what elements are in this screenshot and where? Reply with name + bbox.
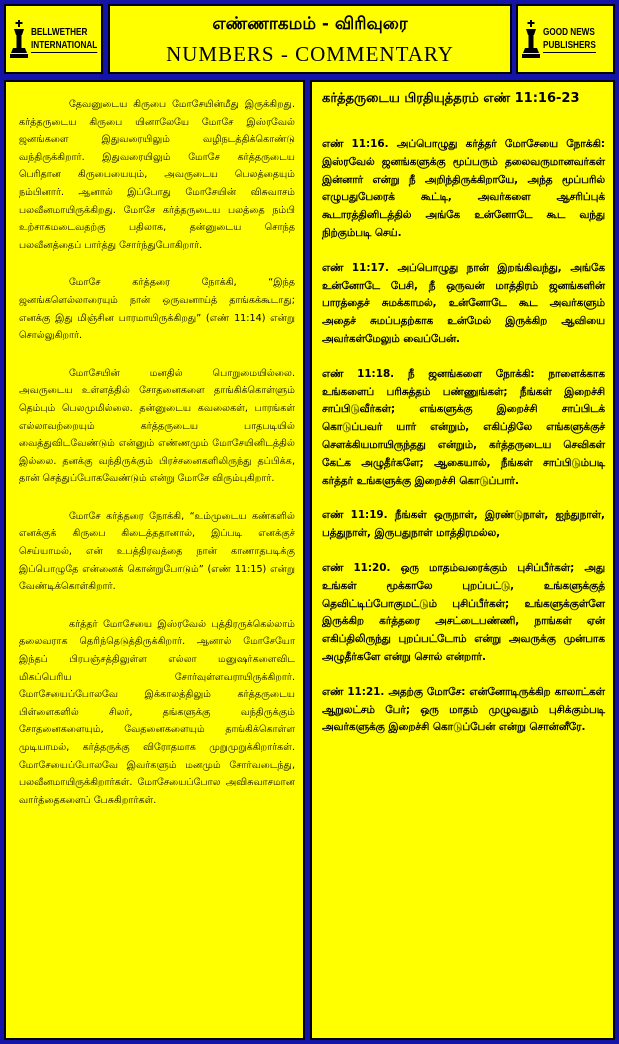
scripture-verse: எண் 11:18. நீ ஜனங்களை நோக்கி: நாளைக்காக உங்களைப் பரிசுத்தம் பண்ணுங்கள்; நீங்கள் இறைச்சி சாப்பிடுவீர்கள்; எங்களுக்கு இறைச்சி சாப்பிடக் கொடுப்பவர் யார் என்றும், எகிப்திலே எங்களுக்குச் சௌக்கியமாயிருந்தது என்றும், கர்த்தருடைய செவிகள் கேட்க அழுதீர்களே; ஆகையால், நீங்கள் சாப்பிடும்படி கர்த்தர் உங்களுக்கு இறைச்சி கொடுப்பார். [322, 367, 605, 487]
scripture-verse: எண் 11:21. அதற்கு மோசே: என்னோடிருக்கிற காலாட்கள் ஆறுலட்சம் பேர்; ஒரு மாதம் முழுவதும் புசிக்கும்படி அவர்களுக்கு இறைச்சி கொடுப்பேன் என்று சொன்னீரே. [322, 685, 605, 734]
commentary-paragraph: மோசேயின் மனதில் பொறுமையில்லை. அவருடைய உள்ளத்தில் சோதனைகளை தாங்கிக்கொள்ளும் தெம்பும் பெலமுமில்லை. தன்னுடைய கவலைகள், பாரங்கள் எல்லாவற்றையும் கர்த்தருடைய பாதபடியில் வைத்துவிடவேண்டும் என்னும் எண்ணமும் மோசேயினிடத்தில் இல்லை. தனக்கு வந்திருக்கும் பிரச்சனைகளிலிருந்து தப்பிக்க, தான் செத்துப்போகவேண்டும் என்று மோசே விரும்புகிறார். [19, 367, 295, 485]
section-heading: கர்த்தருடைய பிரதியுத்தரம் எண் 11:16-23 [322, 91, 580, 106]
page-title-english: NUMBERS - COMMENTARY [166, 42, 454, 66]
commentary-paragraph: தேவனுடைய கிருபை மோசேயின்மீது இருக்கிறது. கர்த்தருடைய கிருபை யினாலேயே மோசே இஸ்ரவேல் ஜனங்களை இதுவரையிலும் வழிநடத்திக்கொண்டு வந்திருக்கிறார். இதுவரையிலும் மோசே கர்த்தருடைய பெரிதான கிருபையையும், அவருடைய பெலத்தையும் நம்பினார். ஆனால் இப்போது மோசேயின் விசுவாசம் பலவீனமாயிருக்கிறது. மோசே கர்த்தருடைய பலத்தை நம்பி உற்சாகமடைவதற்கு பதிலாக, தன்னுடைய சொந்த பலவீனத்தைப் பார்த்து சோர்ந்துபோகிறார். [19, 99, 295, 251]
scripture-verse: எண் 11:17. அப்பொழுது நான் இறங்கிவந்து, அங்கே உன்னோடே பேசி, நீ ஒருவன் மாத்திரம் ஜனங்களின் பாரத்தைச் சுமக்காமல், உன்னோடே கூட அவர்களும் அதைச் சுமப்பதற்காக உன்மேல் இருக்கிற ஆவியை அவர்கள்மேலும் வைப்பேன். [322, 261, 605, 345]
commentary-paragraph: மோசே கர்த்தரை நோக்கி, “இந்த ஜனங்களெல்லாரையும் நான் ஒருவனாய்த் தாங்கக்கூடாது; எனக்கு இது மிஞ்சின பாரமாயிருக்கிறது” (எண் 11:14) என்று சொல்லுகிறார். [19, 277, 295, 342]
commentary-paragraph: கர்த்தர் மோசேயை இஸ்ரவேல் புத்திரருக்கெல்லாம் தலைவராக தெரிந்தெடுத்திருக்கிறார். ஆனால் மோசேயோ இந்தப் பிரபஞ்சத்திலுள்ள எல்லா மனுஷர்களைவிட மிகப்பெரிய சோர்வுள்ளவராயிருக்கிறார். மோசேயைப்போலவே இக்காலத்திலும் கர்த்தருடைய பிள்ளைகளில் சிலர், தங்களுக்கு வந்திருக்கும் சோதனைகளையும், வேதனைகளையும் தாங்கிக்கொள்ள முடியாமல், கர்த்தருக்கு விரோதமாக முறுமுறுக்கிறார்கள். மோசேயைப்போலவே இவர்களும் மனமும் சோர்வடைந்து, பலவீனமாயிருக்கிறார்கள். மோசேயைப்போல அவிசுவாசமான வார்த்தைகளைப் பேசுகிறார்கள். [19, 618, 295, 806]
chess-king-icon [522, 20, 540, 58]
page-title-tamil: எண்ணாகமம் - விரிவுரை [212, 14, 408, 34]
logo-right-line1: GOOD NEWS [543, 25, 595, 38]
scripture-verse: எண் 11:16. அப்பொழுது கர்த்தர் மோசேயை நோக்கி: இஸ்ரவேல் ஜனங்களுக்கு மூப்பரும் தலைவருமானவர்கள் இன்னார் என்று நீ அறிந்திருக்கிறாயே, அந்த மூப்பரில் எழுபதுபேரைக் கூட்டி, அவர்களை ஆசரிப்புக் கூடாரத்தினிடத்தில் அங்கே உன்னோடே கூட வந்து நிற்கும்படி செய். [322, 138, 605, 239]
logo-good-news [516, 4, 615, 74]
scripture-verse: எண் 11:19. நீங்கள் ஒருநாள், இரண்டுநாள், ஐந்துநாள், பத்துநாள், இருபதுநாள் மாத்திரமல்ல, [322, 509, 605, 540]
logo-bellwether [4, 4, 103, 74]
scripture-column [310, 80, 615, 1040]
chess-king-icon [10, 20, 28, 58]
scripture-verse: எண் 11:20. ஒரு மாதம்வரைக்கும் புசிப்பீர்கள்; அது உங்கள் மூக்காலே புறப்பட்டு, உங்களுக்குத் தெவிட்டிப்போகுமட்டும் புசிப்பீர்கள்; உங்களுக்குள்ளே இருக்கிற கர்த்தரை அசட்டைபண்ணி, நாங்கள் ஏன் எகிப்திலிருந்து புறப்பட்டோம் என்று அவருக்கு முன்பாக அழுதீர்களே என்று சொல் என்றார். [322, 561, 605, 663]
logo-left-line1: BELLWETHER [31, 25, 88, 38]
commentary-paragraph: மோசே கர்த்தரை நோக்கி, “உம்முடைய கண்களில் எனக்குக் கிருபை கிடைத்ததானால், இப்படி எனக்குச் செய்யாமல், என் உபத்திரவத்தை நான் காணாதபடிக்கு இப்பொழுதே என்னைக் கொன்றுபோடும்” (எண் 11:15) என்று வேண்டிக்கொள்கிறார். [19, 510, 295, 593]
logo-right-line2: PUBLISHERS [543, 38, 596, 51]
commentary-column [4, 80, 305, 1040]
header-title-box [108, 4, 512, 74]
logo-left-line2: INTERNATIONAL [31, 38, 98, 51]
